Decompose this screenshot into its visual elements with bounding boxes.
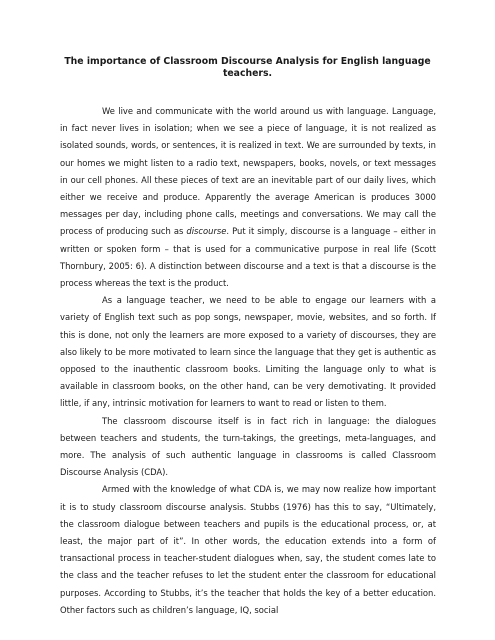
paragraph-1-text-end: . Put it simply, discourse is a language – either in written or spoken form – that is used for a communicative purpose in real life (Scott Thornbury, 2005: 6). A distinction between discourse and a text is that a discourse is the process whereas the text is the product. [60,226,436,289]
paragraph-2: As a language teacher, we need to be able to engage our learners with a variety of English text such as pop songs, newspaper, movie, websites, and so forth. If this is done, not only the learners are more exposed to a variety of discourses, they are also likely to be more motivated to learn since the language that they get is authentic as opposed to the inauthentic classroom books. Limiting the language only to what is available in classroom books, on the other hand, can be very demotivating. It provided little, if any, intrinsic motivation for learners to want to read or listen to them. [60,295,436,409]
paragraph-1 [60,103,436,292]
paragraph-1-text-start: We live and communicate with the world around us with language. Language, in fact never lives in isolation; when we see a piece of language, it is not realized as isolated sounds, words, or sentences, it is realized in text. We are surrounded by texts, in our homes we might listen to a radio text, newspapers, books, novels, or text messages in our cell phones. All these pieces of text are an inevitable part of our daily lives, which either we receive and produce. Apparently the average American is produces 3000 messages per day, including phone calls, meetings and conversations. We may call the process of producing such as [60,106,436,237]
document-title: The importance of Classroom Discourse Analysis for English language teachers. [64,56,431,79]
paragraph-4: Armed with the knowledge of what CDA is, we may now realize how important it is to study classroom discourse analysis. Stubbs (1976) has this to say, “Ultimately, the classroom dialogue between teachers and pupils is the educational process, or, at least, the major part of it”. In other words, the education extends into a form of transactional process in teacher-student dialogues when, say, the student comes late to the class and the teacher refuses to let the student enter the classroom for educational purposes. According to Stubbs, it’s the teacher that holds the key of a better education. Other factors such as children’s language, IQ, social [60,484,436,615]
document-body [60,103,436,619]
paragraph-1-emphasis: discourse [186,226,227,237]
paragraph-3: The classroom discourse itself is in fact rich in language: the dialogues between teachers and students, the turn-takings, the greetings, meta-languages, and more. The analysis of such authentic language in classrooms is called Classroom Discourse Analysis (CDA). [60,415,436,478]
